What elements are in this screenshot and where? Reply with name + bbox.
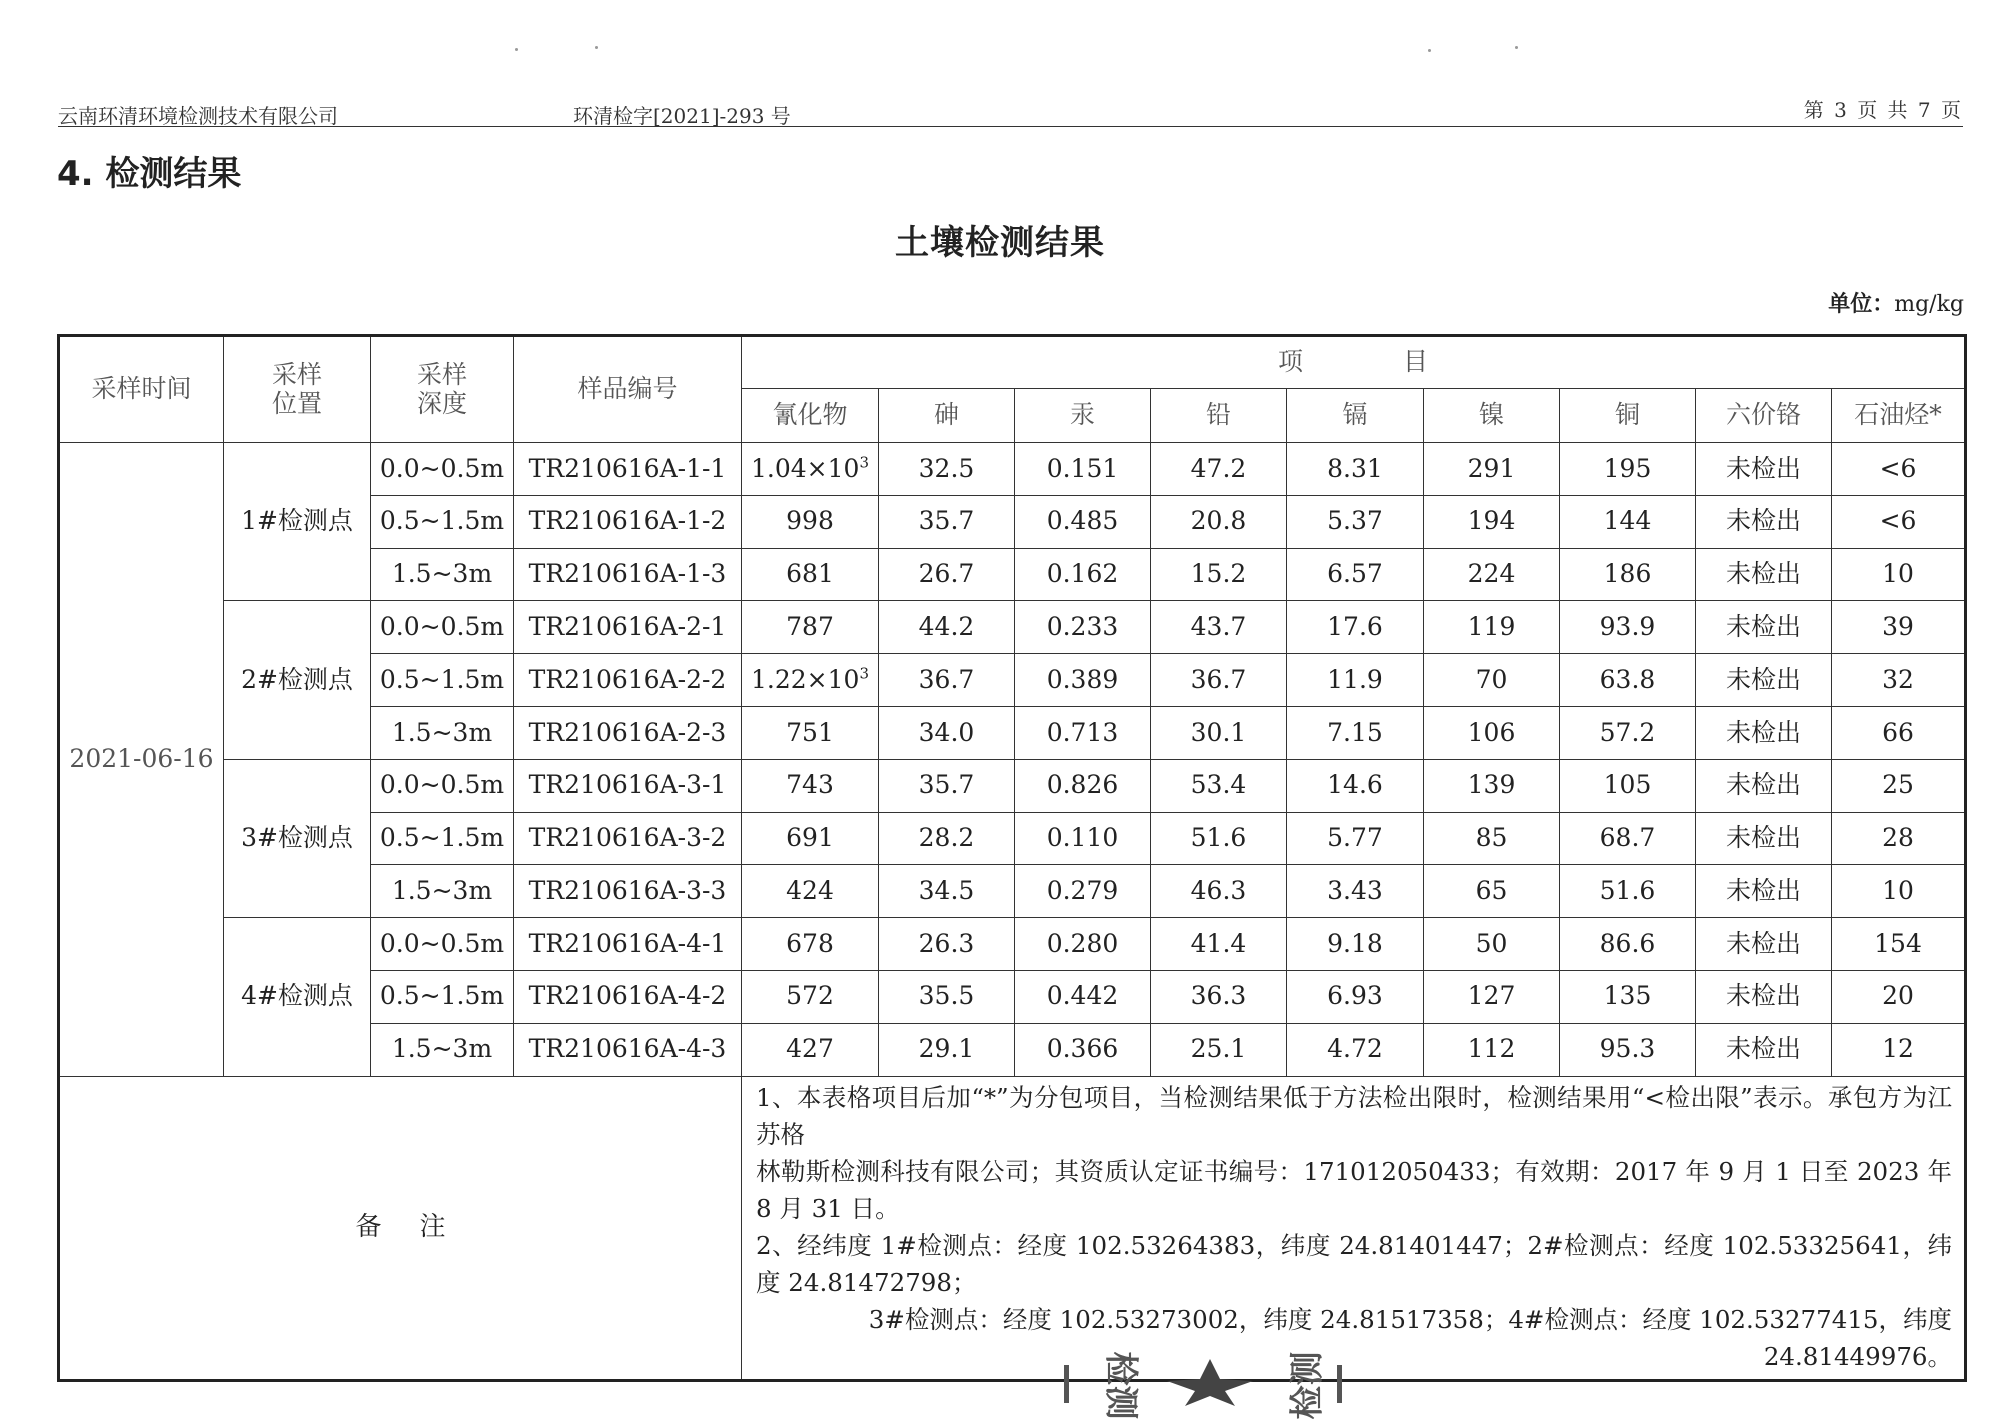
value-cell: 154 xyxy=(1832,918,1966,971)
table-row xyxy=(59,918,1966,971)
value-cell: 26.3 xyxy=(879,918,1015,971)
value-cell: 5.37 xyxy=(1287,495,1424,548)
analyte-header: 镍 xyxy=(1424,389,1560,443)
value-cell: 0.151 xyxy=(1015,443,1151,496)
depth-cell: 0.0~0.5m xyxy=(371,601,514,654)
cyanide-cell: 787 xyxy=(742,601,879,654)
value-cell: 36.7 xyxy=(1151,654,1287,707)
value-cell: 17.6 xyxy=(1287,601,1424,654)
cyanide-cell: 743 xyxy=(742,759,879,812)
value-cell: 127 xyxy=(1424,970,1560,1023)
depth-cell: 0.5~1.5m xyxy=(371,812,514,865)
cyanide-cell: 691 xyxy=(742,812,879,865)
value-cell: 8.31 xyxy=(1287,443,1424,496)
value-cell: 139 xyxy=(1424,759,1560,812)
depth-cell: 1.5~3m xyxy=(371,865,514,918)
value-cell: 66 xyxy=(1832,706,1966,759)
depth-cell: 0.0~0.5m xyxy=(371,918,514,971)
value-cell: 144 xyxy=(1560,495,1696,548)
value-cell: 0.110 xyxy=(1015,812,1151,865)
analyte-header: 石油烃* xyxy=(1832,389,1966,443)
page-number: 第 3 页 共 7 页 xyxy=(1803,98,1963,122)
cyanide-cell: 424 xyxy=(742,865,879,918)
cyanide-cell: 572 xyxy=(742,970,879,1023)
value-cell: 57.2 xyxy=(1560,706,1696,759)
value-cell: 未检出 xyxy=(1696,495,1832,548)
header-items: 项 目 xyxy=(742,336,1966,389)
site-cell: 2#检测点 xyxy=(224,601,371,759)
unit-value: mg/kg xyxy=(1894,292,1964,317)
value-cell: 106 xyxy=(1424,706,1560,759)
sample-id-cell: TR210616A-4-2 xyxy=(514,970,742,1023)
stamp-bracket-right xyxy=(1337,1365,1342,1403)
analyte-header: 氰化物 xyxy=(742,389,879,443)
analyte-header: 汞 xyxy=(1015,389,1151,443)
soil-results-table xyxy=(57,334,1967,1382)
remarks-line: 林勒斯检测科技有限公司；其资质认定证书编号：171012050433；有效期：2017 年 9 月 1 日至 2023 年 8 月 31 日。 xyxy=(756,1156,1952,1223)
value-cell: 未检出 xyxy=(1696,865,1832,918)
value-cell: 未检出 xyxy=(1696,654,1832,707)
value-cell: 86.6 xyxy=(1560,918,1696,971)
value-cell: 34.5 xyxy=(879,865,1015,918)
value-cell: 3.43 xyxy=(1287,865,1424,918)
value-cell: 25.1 xyxy=(1151,1023,1287,1076)
analyte-header: 镉 xyxy=(1287,389,1424,443)
value-cell: 95.3 xyxy=(1560,1023,1696,1076)
cyanide-base: 1.04×10 xyxy=(751,453,860,483)
header-sampling-time: 采样时间 xyxy=(59,336,224,443)
depth-cell: 0.0~0.5m xyxy=(371,759,514,812)
value-cell: 未检出 xyxy=(1696,970,1832,1023)
stamp-text-right: 检测 xyxy=(1287,1351,1328,1420)
remarks-row xyxy=(59,1076,1966,1380)
scan-specks xyxy=(0,46,2000,56)
value-cell: <6 xyxy=(1832,495,1966,548)
cyanide-cell: 681 xyxy=(742,548,879,601)
value-cell: 51.6 xyxy=(1151,812,1287,865)
value-cell: 85 xyxy=(1424,812,1560,865)
value-cell: 0.233 xyxy=(1015,601,1151,654)
cyanide-cell: 427 xyxy=(742,1023,879,1076)
value-cell: 53.4 xyxy=(1151,759,1287,812)
value-cell: 14.6 xyxy=(1287,759,1424,812)
value-cell: 4.72 xyxy=(1287,1023,1424,1076)
header-sampling-position: 采样 位置 xyxy=(224,336,371,443)
analyte-header: 铅 xyxy=(1151,389,1287,443)
sample-id-cell: TR210616A-1-1 xyxy=(514,443,742,496)
value-cell: 5.77 xyxy=(1287,812,1424,865)
sample-id-cell: TR210616A-2-1 xyxy=(514,601,742,654)
header-sample-number: 样品编号 xyxy=(514,336,742,443)
value-cell: 0.442 xyxy=(1015,970,1151,1023)
cyanide-exponent: 3 xyxy=(859,453,869,472)
star-icon xyxy=(1165,1357,1255,1407)
value-cell: 11.9 xyxy=(1287,654,1424,707)
remarks-label: 备注 xyxy=(59,1076,742,1380)
unit-label xyxy=(1828,287,1964,318)
value-cell: 112 xyxy=(1424,1023,1560,1076)
stamp-bracket-left xyxy=(1064,1365,1069,1403)
value-cell: 0.826 xyxy=(1015,759,1151,812)
value-cell: 28.2 xyxy=(879,812,1015,865)
value-cell: 未检出 xyxy=(1696,601,1832,654)
analyte-header: 铜 xyxy=(1560,389,1696,443)
value-cell: 30.1 xyxy=(1151,706,1287,759)
value-cell: 0.162 xyxy=(1015,548,1151,601)
value-cell: 0.366 xyxy=(1015,1023,1151,1076)
value-cell: 68.7 xyxy=(1560,812,1696,865)
sample-id-cell: TR210616A-4-1 xyxy=(514,918,742,971)
value-cell: 未检出 xyxy=(1696,1023,1832,1076)
value-cell: 未检出 xyxy=(1696,548,1832,601)
depth-cell: 1.5~3m xyxy=(371,548,514,601)
value-cell: 12 xyxy=(1832,1023,1966,1076)
table-row xyxy=(59,443,1966,496)
site-cell: 4#检测点 xyxy=(224,918,371,1076)
value-cell: 51.6 xyxy=(1560,865,1696,918)
company-name: 云南环清环境检测技术有限公司 xyxy=(58,104,338,128)
value-cell: 7.15 xyxy=(1287,706,1424,759)
depth-cell: 1.5~3m xyxy=(371,1023,514,1076)
value-cell: 未检出 xyxy=(1696,812,1832,865)
remarks-line: 3#检测点：经度 102.53273002，纬度 24.81517358；4#检测点：经度 102.53277415，纬度 24.81449976。 xyxy=(868,1304,1952,1371)
sample-id-cell: TR210616A-3-3 xyxy=(514,865,742,918)
value-cell: 39 xyxy=(1832,601,1966,654)
value-cell: 6.57 xyxy=(1287,548,1424,601)
value-cell: 未检出 xyxy=(1696,759,1832,812)
value-cell: 32.5 xyxy=(879,443,1015,496)
section-title: 4. 检测结果 xyxy=(57,154,242,194)
value-cell: 43.7 xyxy=(1151,601,1287,654)
value-cell: 36.3 xyxy=(1151,970,1287,1023)
remarks-line: 1、本表格项目后加“*”为分包项目，当检测结果低于方法检出限时，检测结果用“<检出限”表示。承包方为江苏格 xyxy=(756,1082,1952,1149)
value-cell: 未检出 xyxy=(1696,918,1832,971)
sample-id-cell: TR210616A-3-1 xyxy=(514,759,742,812)
value-cell: 未检出 xyxy=(1696,706,1832,759)
value-cell: 195 xyxy=(1560,443,1696,496)
depth-cell: 0.5~1.5m xyxy=(371,495,514,548)
site-cell: 3#检测点 xyxy=(224,759,371,917)
value-cell: 6.93 xyxy=(1287,970,1424,1023)
page-header xyxy=(58,96,1963,127)
depth-cell: 0.5~1.5m xyxy=(371,654,514,707)
value-cell: 29.1 xyxy=(879,1023,1015,1076)
cyanide-cell xyxy=(742,443,879,496)
value-cell: 28 xyxy=(1832,812,1966,865)
value-cell: 15.2 xyxy=(1151,548,1287,601)
value-cell: 105 xyxy=(1560,759,1696,812)
value-cell: 20 xyxy=(1832,970,1966,1023)
value-cell: 46.3 xyxy=(1151,865,1287,918)
value-cell: 9.18 xyxy=(1287,918,1424,971)
cyanide-cell: 998 xyxy=(742,495,879,548)
value-cell: 119 xyxy=(1424,601,1560,654)
stamp-text-left: 检测 xyxy=(1100,1351,1141,1420)
value-cell: 63.8 xyxy=(1560,654,1696,707)
cyanide-cell xyxy=(742,654,879,707)
inspection-stamp xyxy=(1060,1351,1350,1420)
value-cell: 34.0 xyxy=(879,706,1015,759)
value-cell: 194 xyxy=(1424,495,1560,548)
value-cell: 41.4 xyxy=(1151,918,1287,971)
value-cell: 50 xyxy=(1424,918,1560,971)
value-cell: 0.713 xyxy=(1015,706,1151,759)
value-cell: 32 xyxy=(1832,654,1966,707)
value-cell: 291 xyxy=(1424,443,1560,496)
value-cell: 未检出 xyxy=(1696,443,1832,496)
value-cell: 65 xyxy=(1424,865,1560,918)
depth-cell: 1.5~3m xyxy=(371,706,514,759)
value-cell: <6 xyxy=(1832,443,1966,496)
value-cell: 135 xyxy=(1560,970,1696,1023)
value-cell: 35.5 xyxy=(879,970,1015,1023)
value-cell: 26.7 xyxy=(879,548,1015,601)
value-cell: 0.280 xyxy=(1015,918,1151,971)
value-cell: 70 xyxy=(1424,654,1560,707)
value-cell: 10 xyxy=(1832,548,1966,601)
value-cell: 0.279 xyxy=(1015,865,1151,918)
remarks-content xyxy=(742,1076,1966,1380)
cyanide-base: 1.22×10 xyxy=(751,664,860,694)
analyte-header: 砷 xyxy=(879,389,1015,443)
depth-cell: 0.0~0.5m xyxy=(371,443,514,496)
value-cell: 36.7 xyxy=(879,654,1015,707)
value-cell: 0.485 xyxy=(1015,495,1151,548)
table-row xyxy=(59,601,1966,654)
depth-cell: 0.5~1.5m xyxy=(371,970,514,1023)
sample-id-cell: TR210616A-1-2 xyxy=(514,495,742,548)
document-number: 环清检字[2021]-293 号 xyxy=(573,104,791,128)
sample-id-cell: TR210616A-1-3 xyxy=(514,548,742,601)
unit-label-text: 单位： xyxy=(1828,292,1895,317)
table-title: 土壤检测结果 xyxy=(895,223,1105,263)
cyanide-exponent: 3 xyxy=(859,664,869,683)
value-cell: 47.2 xyxy=(1151,443,1287,496)
value-cell: 0.389 xyxy=(1015,654,1151,707)
sample-id-cell: TR210616A-2-2 xyxy=(514,654,742,707)
value-cell: 10 xyxy=(1832,865,1966,918)
site-cell: 1#检测点 xyxy=(224,443,371,601)
value-cell: 93.9 xyxy=(1560,601,1696,654)
cyanide-cell: 751 xyxy=(742,706,879,759)
sample-id-cell: TR210616A-4-3 xyxy=(514,1023,742,1076)
header-sampling-depth: 采样 深度 xyxy=(371,336,514,443)
value-cell: 224 xyxy=(1424,548,1560,601)
analyte-header: 六价铬 xyxy=(1696,389,1832,443)
cyanide-cell: 678 xyxy=(742,918,879,971)
value-cell: 186 xyxy=(1560,548,1696,601)
sample-id-cell: TR210616A-3-2 xyxy=(514,812,742,865)
value-cell: 20.8 xyxy=(1151,495,1287,548)
value-cell: 25 xyxy=(1832,759,1966,812)
remarks-line: 2、经纬度 1#检测点：经度 102.53264383，纬度 24.81401447；2#检测点：经度 102.53325641，纬度 24.81472798； xyxy=(756,1230,1952,1297)
value-cell: 35.7 xyxy=(879,759,1015,812)
sampling-date-cell: 2021-06-16 xyxy=(59,443,224,1077)
table-row xyxy=(59,759,1966,812)
value-cell: 44.2 xyxy=(879,601,1015,654)
value-cell: 35.7 xyxy=(879,495,1015,548)
sample-id-cell: TR210616A-2-3 xyxy=(514,706,742,759)
